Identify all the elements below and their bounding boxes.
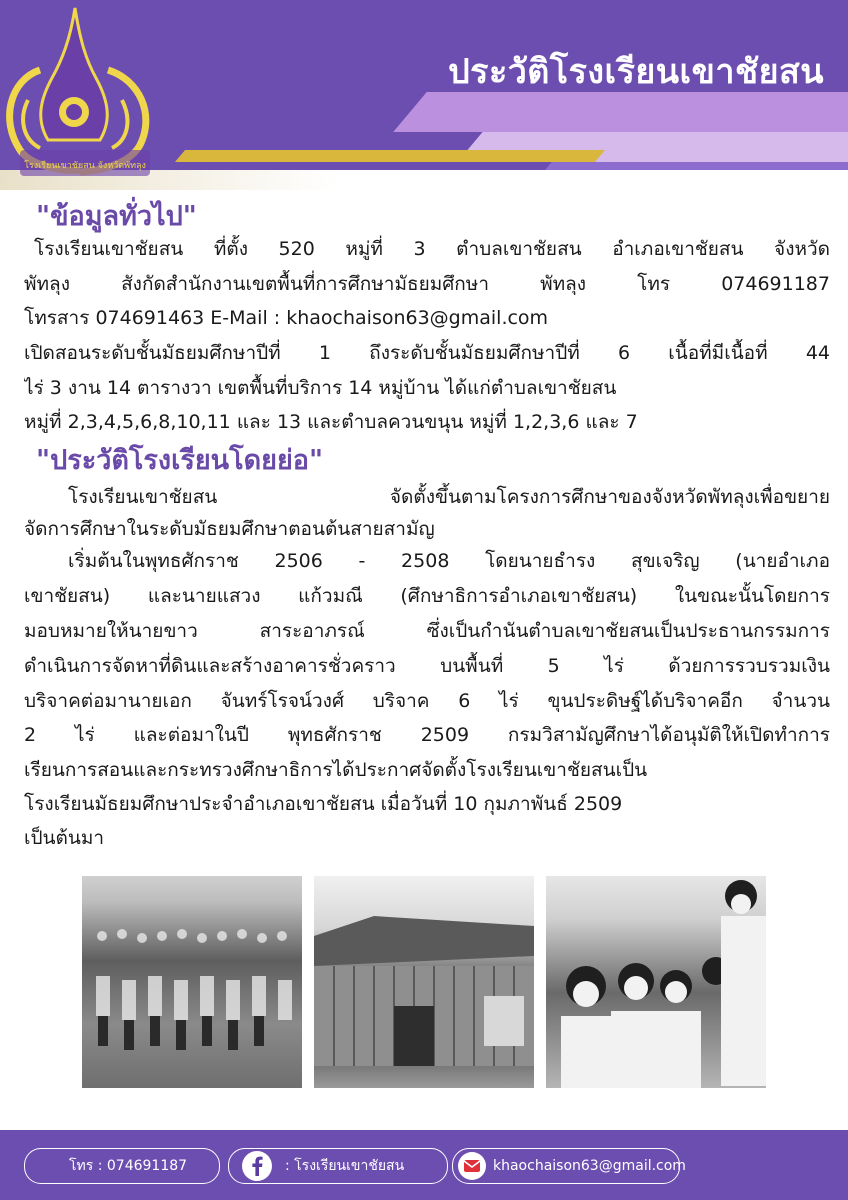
general-line: เปิดสอนระดับชั้นมัธยมศึกษาปีที่ 1 ถึงระดับชั้นมัธยมศึกษาปีที่ 6 เนื้อที่มีเนื้อที่ 44: [24, 342, 830, 364]
general-line: หมู่ที่ 2,3,4,5,6,8,10,11 และ 13 และตำบลควนขนุน หมู่ที่ 1,2,3,6 และ 7: [24, 411, 638, 433]
general-line: ไร่ 3 งาน 14 ตารางวา เขตพื้นที่บริการ 14 หมู่บ้าน ได้แก่ตำบลเขาชัยสน: [24, 377, 617, 399]
historic-photo-assembly: [82, 876, 302, 1088]
history-line: โรงเรียนเขาชัยสน จัดตั้งขึ้นตามโครงการศึกษาของจังหวัดพัทลุงเพื่อขยาย: [68, 486, 830, 508]
history-line: มอบหมายให้นายขาว สาระอาภรณ์ ซึ่งเป็นกำนันตำบลเขาชัยสนเป็นประธานกรรมการ: [24, 620, 830, 642]
facebook-icon: [241, 1150, 273, 1182]
footer-bar: [0, 1130, 848, 1200]
email-text: khaochaison63@gmail.com: [493, 1158, 686, 1174]
facebook-text: : โรงเรียนเขาชัยสน: [285, 1158, 405, 1174]
history-line: จัดการศึกษาในระดับมัธยมศึกษาตอนต้นสายสามัญ: [24, 518, 435, 540]
history-heading: "ประวัติโรงเรียนโดยย่อ": [36, 445, 324, 476]
history-line: เขาชัยสน) และนายแสวง แก้วมณี (ศึกษาธิการอำเภอเขาชัยสน) ในขณะนั้นโดยการ: [24, 585, 830, 607]
page-title: ประวัติโรงเรียนเขาชัยสน: [448, 52, 824, 92]
history-line: โรงเรียนมัธยมศึกษาประจำอำเภอเขาชัยสน เมื่อวันที่ 10 กุมภาพันธ์ 2509: [24, 793, 623, 815]
decor-stripe: [393, 92, 848, 132]
school-logo-icon: [0, 0, 170, 190]
general-line: โทรสาร 074691463 E-Mail : khaochaison63@gmail.com: [24, 307, 549, 329]
history-line: 2 ไร่ และต่อมาในปี พุทธศักราช 2509 กรมวิสามัญศึกษาได้อนุมัติให้เปิดทำการ: [24, 724, 830, 746]
phone-contact[interactable]: [24, 1148, 220, 1184]
history-line: เริ่มต้นในพุทธศักราช 2506 - 2508 โดยนายธำรง สุขเจริญ (นายอำเภอ: [68, 550, 830, 572]
historic-photo-building: [314, 876, 534, 1088]
general-line: โรงเรียนเขาชัยสน ที่ตั้ง 520 หมู่ที่ 3 ตำบลเขาชัยสน อำเภอเขาชัยสน จังหวัด: [34, 238, 830, 260]
history-line: ดำเนินการจัดหาที่ดินและสร้างอาคารชั่วคราว บนพื้นที่ 5 ไร่ ด้วยการรวบรวมเงิน: [24, 655, 830, 677]
mail-icon: [457, 1151, 487, 1181]
history-line: เรียนการสอนและกระทรวงศึกษาธิการได้ประกาศจัดตั้งโรงเรียนเขาชัยสนเป็น: [24, 759, 648, 781]
svg-text:โรงเรียนเขาชัยสน จังหวัดพัทลุง: โรงเรียนเขาชัยสน จังหวัดพัทลุง: [24, 161, 146, 171]
general-line: พัทลุง สังกัดสำนักงานเขตพื้นที่การศึกษามัธยมศึกษา พัทลุง โทร 074691187: [24, 273, 830, 295]
phone-text: โทร : 074691187: [69, 1158, 188, 1174]
general-heading: "ข้อมูลทั่วไป": [36, 201, 197, 232]
historic-photo-classroom: [546, 876, 766, 1088]
gold-stripe: [175, 150, 605, 162]
history-line: บริจาคต่อมานายเอก จันทร์โรจน์วงศ์ บริจาค 6 ไร่ ขุนประดิษฐ์ได้บริจาคอีก จำนวน: [24, 690, 830, 712]
header-banner: [0, 0, 848, 190]
facebook-contact[interactable]: [228, 1148, 448, 1184]
history-line: เป็นต้นมา: [24, 827, 105, 849]
email-contact[interactable]: [452, 1148, 686, 1184]
